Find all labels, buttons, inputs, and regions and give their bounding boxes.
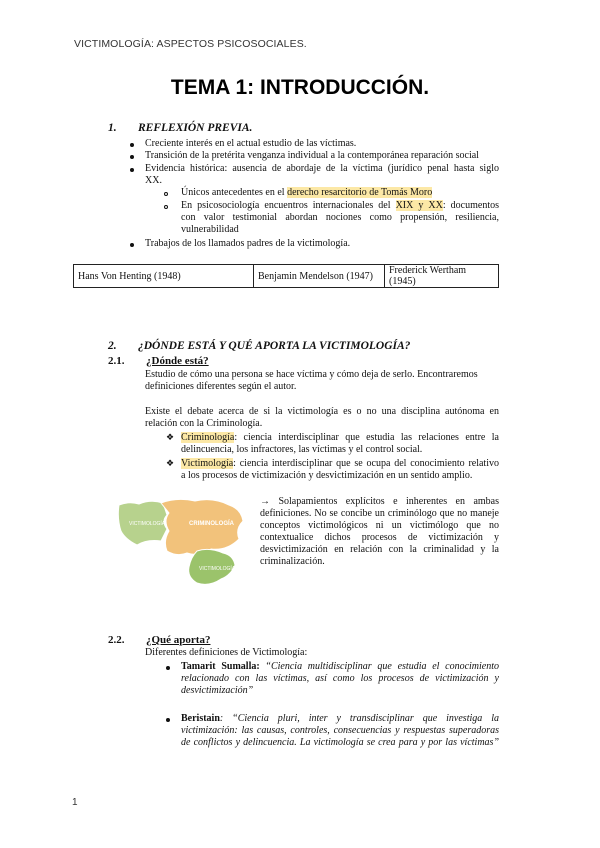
bullet-dot-icon bbox=[130, 143, 134, 147]
bullet-dot-icon bbox=[130, 155, 134, 159]
victimology-definition bbox=[181, 458, 499, 470]
definition-tamarit-cont: relacionado con las víctimas, así como los procesos de victimización y bbox=[181, 673, 499, 684]
page-title: TEMA 1: INTRODUCCIÓN. bbox=[170, 76, 430, 99]
criminology-definition bbox=[181, 432, 499, 444]
subsection-2-1-heading: ¿Dónde está? bbox=[146, 355, 209, 367]
author-tamarit: Tamarit Sumalla: bbox=[181, 661, 260, 672]
highlight-centuries: XIX y XX bbox=[395, 200, 443, 211]
overlap-text-line: criminalización. bbox=[260, 556, 325, 567]
map-label: VICTIMOLOGÍA bbox=[129, 521, 166, 527]
section-2-number: 2. bbox=[108, 340, 117, 352]
paragraph-line: Estudio de cómo una persona se hace víctima y cómo deja de serlo. Encontraremos bbox=[145, 369, 478, 380]
victimology-definition-cont: a los procesos de victimización y desvictimización en un sentido amplio. bbox=[181, 470, 473, 481]
overlap-text-line: conceptos victimológicos ni un victimólogo que no bbox=[260, 520, 499, 531]
table-cell: Benjamin Mendelson (1947) bbox=[254, 265, 385, 288]
paragraph-line: definiciones diferentes según el autor. bbox=[145, 381, 297, 392]
sub-bullet-circle-icon bbox=[164, 192, 168, 196]
section-1-number: 1. bbox=[108, 122, 117, 134]
bullet-dot-icon bbox=[130, 243, 134, 247]
bullet-text-cont: XX. bbox=[145, 175, 162, 186]
subsection-2-2-heading: ¿Qué aporta? bbox=[146, 634, 211, 646]
map-label: VICTIMOLOGÍA bbox=[199, 566, 236, 572]
diamond-bullet-icon: ❖ bbox=[166, 432, 175, 442]
highlight-criminologia: Criminología bbox=[181, 432, 235, 443]
section-2-heading: ¿DÓNDE ESTÁ Y QUÉ APORTA LA VICTIMOLOGÍA? bbox=[138, 340, 411, 352]
paragraph-line: relación con la Criminología. bbox=[145, 418, 263, 429]
bullet-dot-icon bbox=[130, 168, 134, 172]
bullet-dot-icon bbox=[166, 718, 170, 722]
paragraph-line: Diferentes definiciones de Victimología: bbox=[145, 647, 308, 658]
definition-beristain-cont: de conflictos y delincuencia. La victimología se crea para y por las víctimas” bbox=[181, 737, 499, 748]
definition-tamarit bbox=[181, 661, 499, 673]
sub-bullet-text-pre: En psicosociología encuentros internacionales del bbox=[181, 200, 396, 211]
authors-table bbox=[73, 264, 499, 288]
overlap-text-line: definiciones. No se concibe un criminólogo que no maneje bbox=[260, 508, 499, 519]
criminology-definition-cont: delincuencia, los infractores, las víctimas y el control social. bbox=[181, 444, 423, 455]
bullet-text: Creciente interés en el actual estudio de las víctimas. bbox=[145, 138, 357, 149]
running-header: VICTIMOLOGÍA: ASPECTOS PSICOSOCIALES. bbox=[74, 38, 307, 50]
table-cell: Hans Von Henting (1948) bbox=[74, 265, 254, 288]
table-row bbox=[74, 265, 499, 288]
overlap-map-image bbox=[117, 495, 252, 593]
bullet-text: Transición de la pretérita venganza individual a la contemporánea reparación social bbox=[145, 150, 479, 161]
definition-tamarit-text: “Ciencia multidisciplinar que estudia el conocimiento bbox=[259, 661, 499, 672]
definition-beristain bbox=[181, 713, 499, 725]
subsection-2-1-number: 2.1. bbox=[108, 355, 125, 367]
sub-bullet-text bbox=[181, 187, 432, 199]
sub-bullet-text-post: : documentos bbox=[442, 200, 499, 211]
overlap-text-line: contextualice dichos procesos de victimización y bbox=[260, 532, 499, 543]
definition-tamarit-cont: desvictimización” bbox=[181, 685, 254, 696]
victimology-definition-text: : ciencia interdisciplinar que se ocupa del conocimiento relativo bbox=[233, 458, 499, 469]
sub-bullet-text bbox=[181, 200, 499, 212]
subsection-2-2-number: 2.2. bbox=[108, 634, 125, 646]
author-beristain: Beristain bbox=[181, 713, 220, 724]
table-cell: Frederick Wertham (1945) bbox=[385, 265, 499, 288]
bullet-dot-icon bbox=[166, 666, 170, 670]
definition-beristain-cont: victimización: las causas, controles, consecuencias y respuestas superadoras bbox=[181, 725, 499, 736]
diamond-bullet-icon: ❖ bbox=[166, 458, 175, 468]
bullet-text: Trabajos de los llamados padres de la victimología. bbox=[145, 238, 351, 249]
sub-bullet-text-pre: Únicos antecedentes en el bbox=[181, 187, 288, 198]
sub-bullet-text-cont: con valor testimonial abordan nociones como propensión, resiliencia, bbox=[181, 212, 499, 223]
highlight-victimologia: Victimología bbox=[181, 458, 234, 469]
bullet-text: Evidencia histórica: ausencia de abordaje de la víctima (jurídico penal hasta siglo bbox=[145, 163, 499, 174]
sub-bullet-circle-icon bbox=[164, 205, 168, 209]
criminology-definition-text: : ciencia interdisciplinar que estudia las relaciones entre la bbox=[234, 432, 499, 443]
section-1-heading: REFLEXIÓN PREVIA. bbox=[138, 122, 253, 134]
sub-bullet-text-cont: vulnerabilidad bbox=[181, 224, 239, 235]
page-number: 1 bbox=[72, 797, 78, 808]
overlap-text-line: desvictimización en relación con la criminalidad y la bbox=[260, 544, 499, 555]
overlap-text-line: → Solapamientos explícitos e inherentes en ambas bbox=[260, 496, 499, 507]
definition-beristain-text: : “Ciencia pluri, inter y transdisciplinar que investiga la bbox=[219, 713, 499, 724]
highlight-moro: derecho resarcitorio de Tomás Moro bbox=[287, 187, 433, 198]
paragraph-line: Existe el debate acerca de si la victimología es o no una disciplina autónoma en bbox=[145, 406, 499, 417]
map-label: CRIMINOLOGÍA bbox=[189, 521, 234, 527]
